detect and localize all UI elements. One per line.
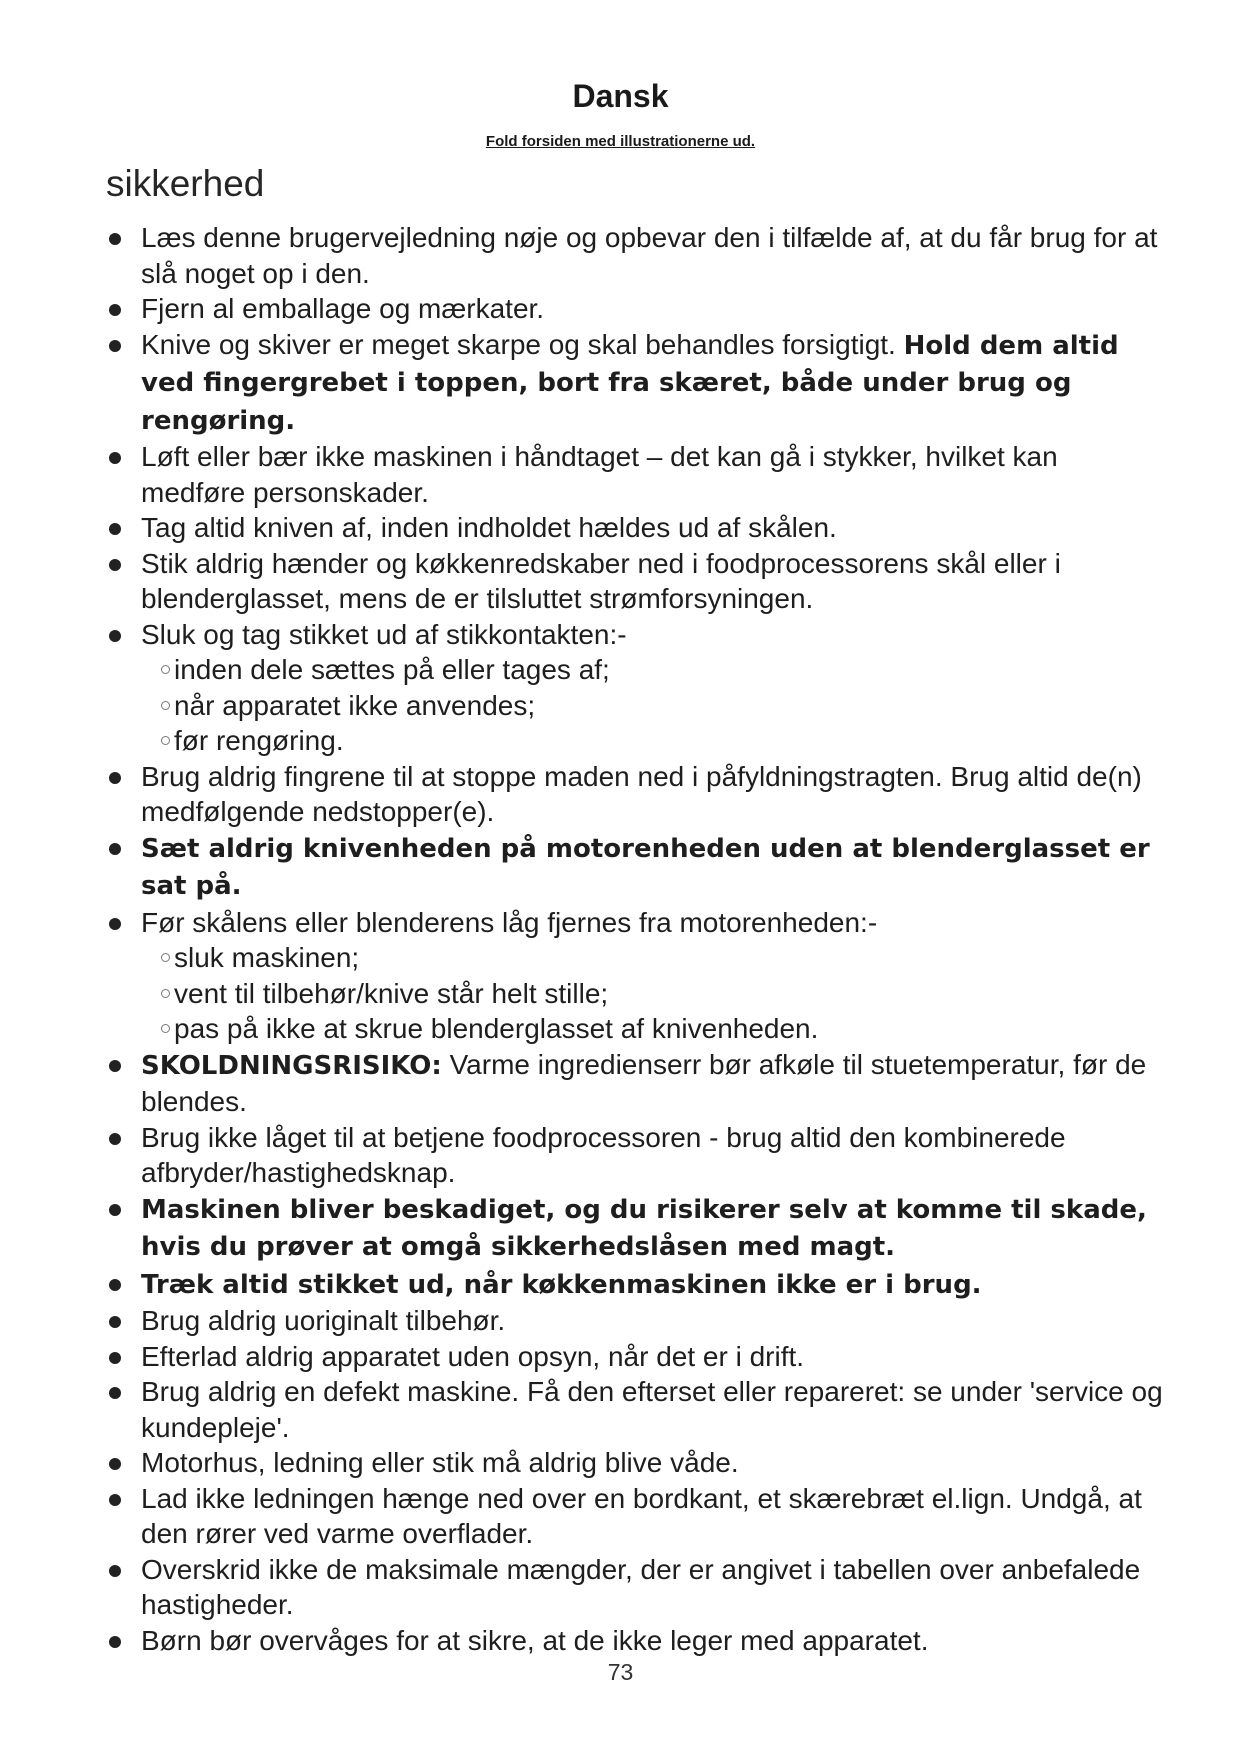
sub-item xyxy=(141,688,1166,724)
bullet-icon xyxy=(109,1494,121,1506)
list-item xyxy=(106,759,1166,830)
item-text-bold: Maskinen bliver beskadiget, og du risikerer selv at komme til skade, hvis du prøver at omgå sikkerhedslåsen med magt. xyxy=(141,1194,1147,1262)
item-text xyxy=(141,619,627,650)
sub-item xyxy=(141,976,1166,1012)
list-item xyxy=(106,1303,1166,1339)
item-text-segment: Før skålens eller blenderens låg fjernes fra motorenheden:- xyxy=(141,906,878,938)
item-text-segment: Overskrid ikke de maksimale mængder, der er angivet i tabellen over anbefalede hastigheder. xyxy=(141,1553,1141,1620)
list-item xyxy=(106,1445,1166,1481)
item-text-segment: Efterlad aldrig apparatet uden opsyn, når det er i drift. xyxy=(141,1340,805,1372)
list-item xyxy=(106,1047,1166,1120)
item-text-segment: Lad ikke ledningen hænge ned over en bordkant, et skærebræt el.lign. Undgå, at den rører ved varme overflader. xyxy=(141,1482,1142,1549)
bullet-icon xyxy=(109,1204,121,1216)
item-text xyxy=(141,1625,928,1656)
circle-bullet-icon xyxy=(161,701,170,710)
item-text-segment: Motorhus, ledning eller stik må aldrig blive våde. xyxy=(141,1447,739,1478)
item-text-segment: Brug aldrig uoriginalt tilbehør. xyxy=(141,1305,506,1336)
fold-note: Fold forsiden med illustrationerne ud. xyxy=(485,133,756,150)
bullet-icon xyxy=(109,1316,121,1328)
list-item xyxy=(106,510,1166,546)
item-text-bold: Hold dem altid ved fingergrebet i toppen, bort fra skæret, både under brug og rengøring. xyxy=(141,330,1119,436)
bullet-icon xyxy=(109,772,121,784)
list-item xyxy=(106,1374,1166,1445)
bullet-icon xyxy=(109,340,121,352)
circle-bullet-icon xyxy=(161,665,170,674)
circle-bullet-icon xyxy=(161,989,170,998)
item-text xyxy=(141,1049,1146,1118)
sub-item-text: vent til tilbehør/knive står helt stille; xyxy=(174,977,609,1009)
list-item xyxy=(106,1623,1166,1659)
item-text-segment: Brug aldrig fingrene til at stoppe maden ned i påfyldningstragten. Brug altid de(n) medfølgende nedstopper(e). xyxy=(141,760,1142,827)
item-text xyxy=(141,1122,1066,1189)
list-item xyxy=(106,830,1166,905)
item-text-segment: Brug ikke låget til at betjene foodprocessoren - brug altid den kombinerede afbryder/hastighedsknap. xyxy=(141,1121,1066,1188)
item-text xyxy=(141,1554,1140,1621)
item-text xyxy=(141,1268,982,1299)
item-text-segment: Børn bør overvåges for at sikre, at de ikke leger med apparatet. xyxy=(141,1624,929,1656)
list-item xyxy=(106,1191,1166,1266)
circle-bullet-icon xyxy=(161,953,170,962)
language-title: Dansk xyxy=(572,78,669,114)
sub-item xyxy=(141,723,1166,759)
item-text-segment: Varme ingredienserr bør afkøle til stuetemperatur, før de blendes. xyxy=(141,1048,1147,1117)
item-text xyxy=(141,1376,1163,1443)
bullet-icon xyxy=(109,304,121,316)
circle-bullet-icon xyxy=(161,1024,170,1033)
sub-item-text: inden dele sættes på eller tages af; xyxy=(174,654,610,685)
item-text-segment: Løft eller bær ikke maskinen i håndtaget – det kan gå i stykker, hvilket kan medføre personskader. xyxy=(141,441,1058,508)
bullet-icon xyxy=(109,918,121,930)
item-text xyxy=(141,1193,1147,1262)
list-item xyxy=(106,1552,1166,1623)
bullet-icon xyxy=(109,630,121,642)
item-text xyxy=(141,329,1119,435)
item-text xyxy=(141,222,1157,289)
list-item xyxy=(106,439,1166,510)
section-title: sikkerhed xyxy=(106,163,265,204)
bullet-icon xyxy=(109,843,121,855)
bullet-icon xyxy=(109,1458,121,1470)
list-item xyxy=(106,617,1166,759)
sub-item-text: før rengøring. xyxy=(174,725,344,756)
sub-item-text: pas på ikke at skrue blenderglasset af knivenheden. xyxy=(174,1013,819,1044)
list-item xyxy=(106,220,1166,291)
safety-list xyxy=(106,220,1166,1658)
item-text xyxy=(141,832,1150,901)
item-text-segment: Brug aldrig en defekt maskine. Få den efterset eller repareret: se under 'service og kundepleje'. xyxy=(141,1376,1163,1443)
bullet-icon xyxy=(109,1387,121,1399)
item-text xyxy=(141,512,837,543)
bullet-icon xyxy=(109,1060,121,1072)
item-text xyxy=(141,1447,739,1478)
sub-item xyxy=(141,1011,1166,1047)
list-item xyxy=(106,1339,1166,1375)
bullet-icon xyxy=(109,1279,121,1291)
list-item xyxy=(106,546,1166,617)
bullet-icon xyxy=(109,1133,121,1145)
list-item xyxy=(106,291,1166,327)
bullet-icon xyxy=(109,1636,121,1648)
bullet-icon xyxy=(109,233,121,245)
bullet-icon xyxy=(109,559,121,571)
sub-item xyxy=(141,940,1166,976)
item-text xyxy=(141,1483,1142,1550)
page-number: 73 xyxy=(607,1659,634,1685)
sub-item-text: når apparatet ikke anvendes; xyxy=(174,689,536,721)
item-text-bold: Træk altid stikket ud, når køkkenmaskinen ikke er i brug. xyxy=(141,1269,982,1300)
list-item xyxy=(106,1481,1166,1552)
item-text xyxy=(141,907,877,938)
item-text xyxy=(141,293,544,324)
item-text xyxy=(141,441,1058,508)
bullet-icon xyxy=(109,452,121,464)
item-text xyxy=(141,548,1061,615)
list-item xyxy=(106,1120,1166,1191)
item-text-bold: Sæt aldrig knivenheden på motorenheden uden at blenderglasset er sat på. xyxy=(141,833,1150,901)
bullet-icon xyxy=(109,1352,121,1364)
bullet-icon xyxy=(109,1565,121,1577)
item-text xyxy=(141,761,1142,828)
list-item xyxy=(106,905,1166,1047)
item-text-segment: Tag altid kniven af, inden indholdet hældes ud af skålen. xyxy=(141,512,837,543)
list-item xyxy=(106,327,1166,440)
item-text-bold: SKOLDNINGSRISIKO: xyxy=(141,1050,442,1081)
item-text-segment: Knive og skiver er meget skarpe og skal behandles forsigtigt. xyxy=(141,328,904,360)
item-text xyxy=(141,1305,505,1336)
item-text-segment: Sluk og tag stikket ud af stikkontakten:- xyxy=(141,618,627,650)
list-item xyxy=(106,1266,1166,1304)
item-text-segment: Stik aldrig hænder og køkkenredskaber ned i foodprocessorens skål eller i blenderglasset, mens de er tilsluttet strømforsyningen. xyxy=(141,547,1061,614)
item-text-segment: Læs denne brugervejledning nøje og opbevar den i tilfælde af, at du får brug for at slå noget op i den. xyxy=(141,222,1158,289)
circle-bullet-icon xyxy=(161,736,170,745)
sub-item xyxy=(141,652,1166,688)
sub-item-text: sluk maskinen; xyxy=(174,942,360,973)
item-text-segment: Fjern al emballage og mærkater. xyxy=(141,293,545,324)
item-text xyxy=(141,1341,804,1372)
bullet-icon xyxy=(109,523,121,535)
